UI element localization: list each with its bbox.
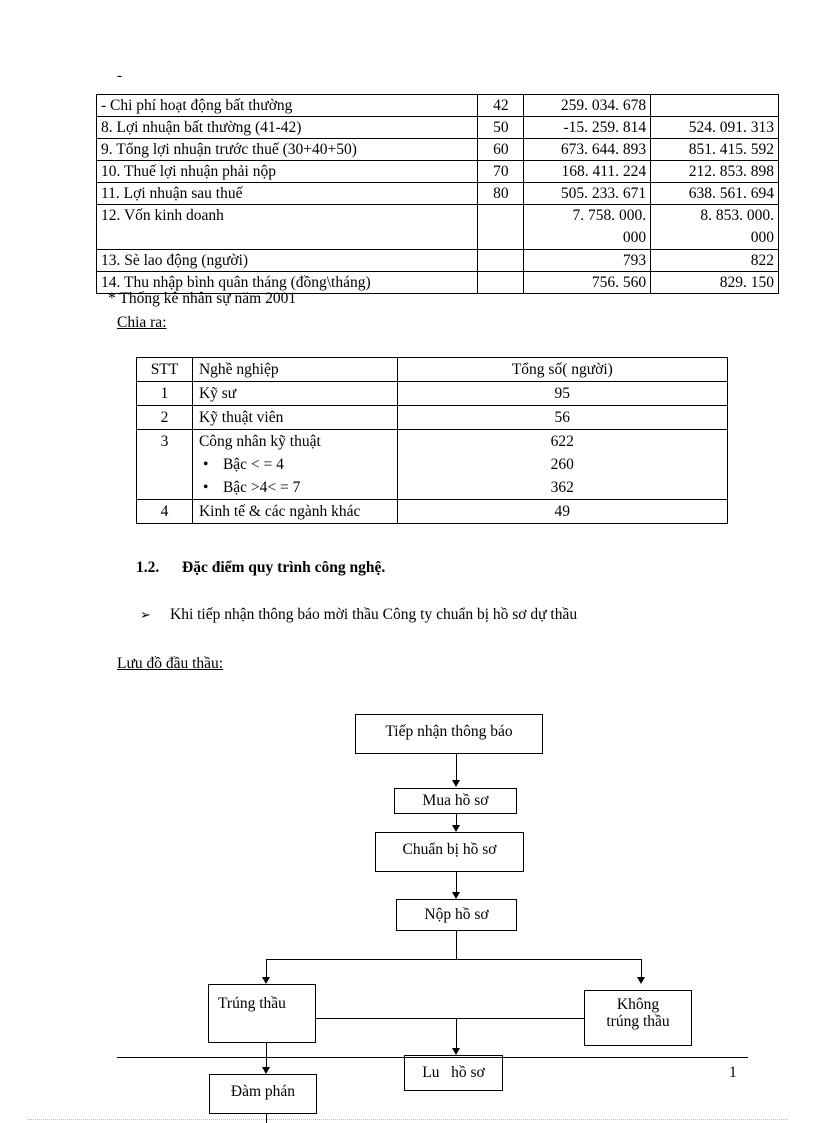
table-row: 9. Tổng lợi nhuận trước thuế (30+40+50) 60 673. 644. 893 851. 415. 592 — [97, 139, 779, 161]
table-row: 12. Vốn kinh doanh 7. 758. 000. 000 8. 853. 000. 000 — [97, 205, 779, 250]
connector — [641, 959, 642, 977]
table-row: 4 Kinh tế & các ngành khác 49 — [137, 500, 728, 524]
arrow-down-icon — [262, 977, 270, 984]
arrow-down-icon — [452, 1048, 460, 1055]
leading-dash: - — [117, 68, 122, 84]
table-row: - Chi phí hoạt động bất thường 42 259. 034. 678 — [97, 95, 779, 117]
table-row: 14. Thu nhập bình quân tháng (đồng\tháng) 756. 560 829. 150 — [97, 272, 779, 294]
flow-box-buy: Mua hồ sơ — [394, 788, 517, 814]
flow-box-negotiate: Đàm phán — [209, 1074, 317, 1114]
list-item: • Bậc < = 4 — [199, 453, 391, 476]
table-row: 11. Lợi nhuận sau thuế 80 505. 233. 671 638. 561. 694 — [97, 183, 779, 205]
arrow-bullet-icon: ➢ — [140, 607, 151, 622]
flow-box-archive: Lu hồ sơ — [404, 1055, 503, 1091]
table-row: 8. Lợi nhuận bất thường (41-42) 50 -15. 259. 814 524. 091. 313 — [97, 117, 779, 139]
arrow-down-icon — [452, 825, 460, 832]
connector — [266, 959, 267, 977]
table-row: 1 Kỹ sư 95 — [137, 382, 728, 406]
arrow-down-icon — [262, 1067, 270, 1074]
connector — [456, 1018, 457, 1048]
bullet-point: ➢ Khi tiếp nhận thông báo mời thầu Công ty chuẩn bị hồ sơ dự thầu — [140, 606, 578, 623]
flow-box-lose: Không trúng thầu — [584, 990, 692, 1046]
list-item: • Bậc >4< = 7 — [199, 476, 391, 499]
arrow-down-icon — [452, 780, 460, 787]
table-row: 13. Sè lao động (người) 793 822 — [97, 250, 779, 272]
connector — [266, 1043, 267, 1067]
connector — [456, 872, 457, 894]
flow-box-submit: Nộp hồ sơ — [396, 899, 517, 931]
footer-divider — [117, 1057, 748, 1058]
page-edge-dotted-line — [28, 1119, 788, 1120]
table-header-row: STT Nghề nghiệp Tổng số( người) — [137, 358, 728, 382]
flow-box-prepare: Chuẩn bị hồ sơ — [375, 832, 524, 872]
table-row: 3 Công nhân kỹ thuật • Bậc < = 4 • Bậc >4< = 7 622 260 362 — [137, 430, 728, 500]
section-heading: 1.2. Đặc điểm quy trình công nghệ. — [136, 559, 386, 576]
connector — [456, 754, 457, 782]
page-number: 1 — [729, 1064, 737, 1081]
connector — [456, 931, 457, 959]
arrow-down-icon — [637, 977, 645, 984]
flowchart-title: Lưu đồ đầu thầu: — [117, 655, 224, 672]
chia-ra-heading: Chia ra: — [117, 314, 167, 331]
table-row: 10. Thuế lợi nhuận phải nộp 70 168. 411. 224 212. 853. 898 — [97, 161, 779, 183]
table-row: 2 Kỹ thuật viên 56 — [137, 406, 728, 430]
branch-line — [266, 959, 642, 960]
flow-box-win: Trúng thầu — [208, 984, 316, 1043]
merge-line — [316, 1018, 584, 1019]
flow-box-receive: Tiếp nhận thông báo — [355, 714, 543, 754]
staff-note: * Thống kê nhân sự năm 2001 — [108, 290, 297, 307]
financial-table — [96, 94, 779, 294]
arrow-down-icon — [452, 892, 460, 899]
staff-table — [136, 357, 728, 524]
